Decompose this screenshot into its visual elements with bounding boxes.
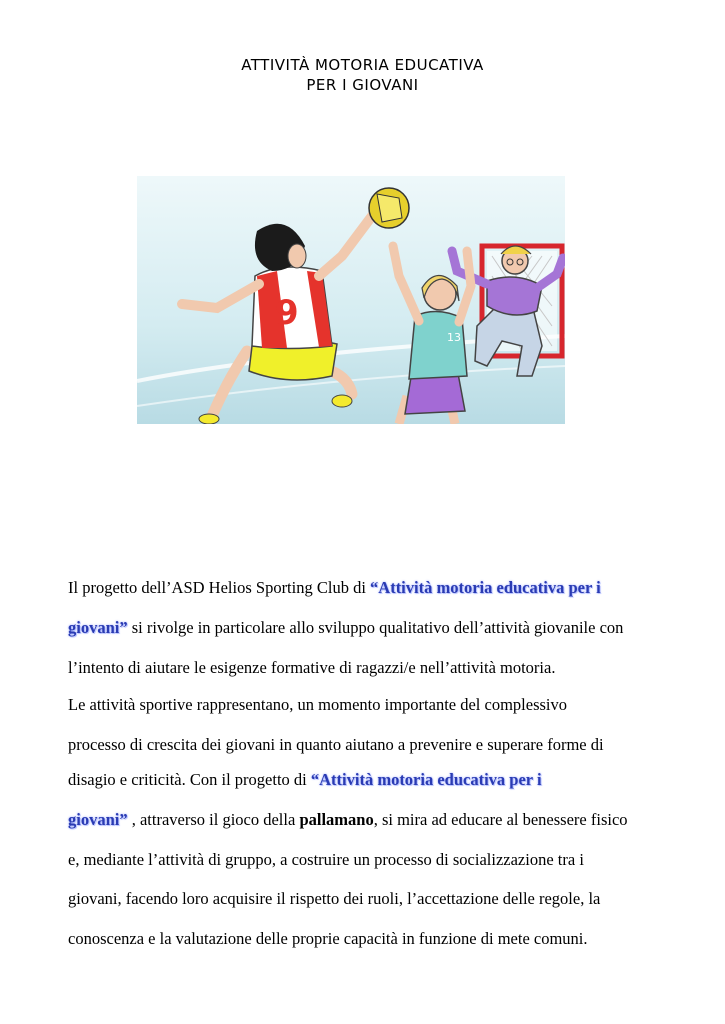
paragraph-1-line-2: [68, 617, 668, 639]
document-title-line-2: PER I GIOVANI: [306, 76, 419, 94]
body-text: Il progetto dell’ASD Helios Sporting Club di: [68, 578, 371, 597]
handball-illustration: [137, 176, 565, 424]
body-text: , attraverso il gioco della: [127, 810, 300, 829]
project-name-highlight: giovani”: [68, 810, 128, 829]
sport-name-bold: pallamano: [299, 810, 374, 829]
paragraph-2-line-2: processo di crescita dei giovani in quanto aiutano a prevenire e superare forme di: [68, 735, 604, 754]
body-text: , si mira ad educare al benessere fisico: [373, 810, 628, 829]
project-name-highlight: “Attività motoria educativa per i: [310, 770, 542, 789]
attacker-jersey-number: 9: [275, 293, 299, 333]
project-name-highlight: “Attività motoria educativa per i: [370, 578, 601, 597]
paragraph-2-line-7: conoscenza e la valutazione delle proprie capacità in funzione di mete comuni.: [68, 929, 588, 948]
paragraph-2-line-4: [68, 809, 668, 831]
body-text: disagio e criticità. Con il progetto di: [68, 770, 311, 789]
paragraph-1-line-3: l’intento di aiutare le esigenze formative di ragazzi/e nell’attività motoria.: [68, 658, 556, 677]
paragraph-2-line-5: e, mediante l’attività di gruppo, a costruire un processo di socializzazione tra i: [68, 850, 584, 869]
project-name-highlight: giovani”: [68, 618, 128, 637]
paragraph-1-line-1: [68, 577, 668, 599]
defender-jersey-number: 13: [447, 331, 461, 344]
handball-ball: [369, 188, 409, 228]
paragraph-2-line-6: giovani, facendo loro acquisire il rispetto dei ruoli, l’accettazione delle regole, la: [68, 889, 601, 908]
paragraph-2-line-3: [68, 769, 668, 791]
body-text: si rivolge in particolare allo sviluppo qualitativo dell’attività giovanile con: [127, 618, 624, 637]
paragraph-2-line-1: Le attività sportive rappresentano, un momento importante del complessivo: [68, 695, 567, 714]
document-title-line-1: ATTIVITÀ MOTORIA EDUCATIVA: [241, 56, 484, 74]
